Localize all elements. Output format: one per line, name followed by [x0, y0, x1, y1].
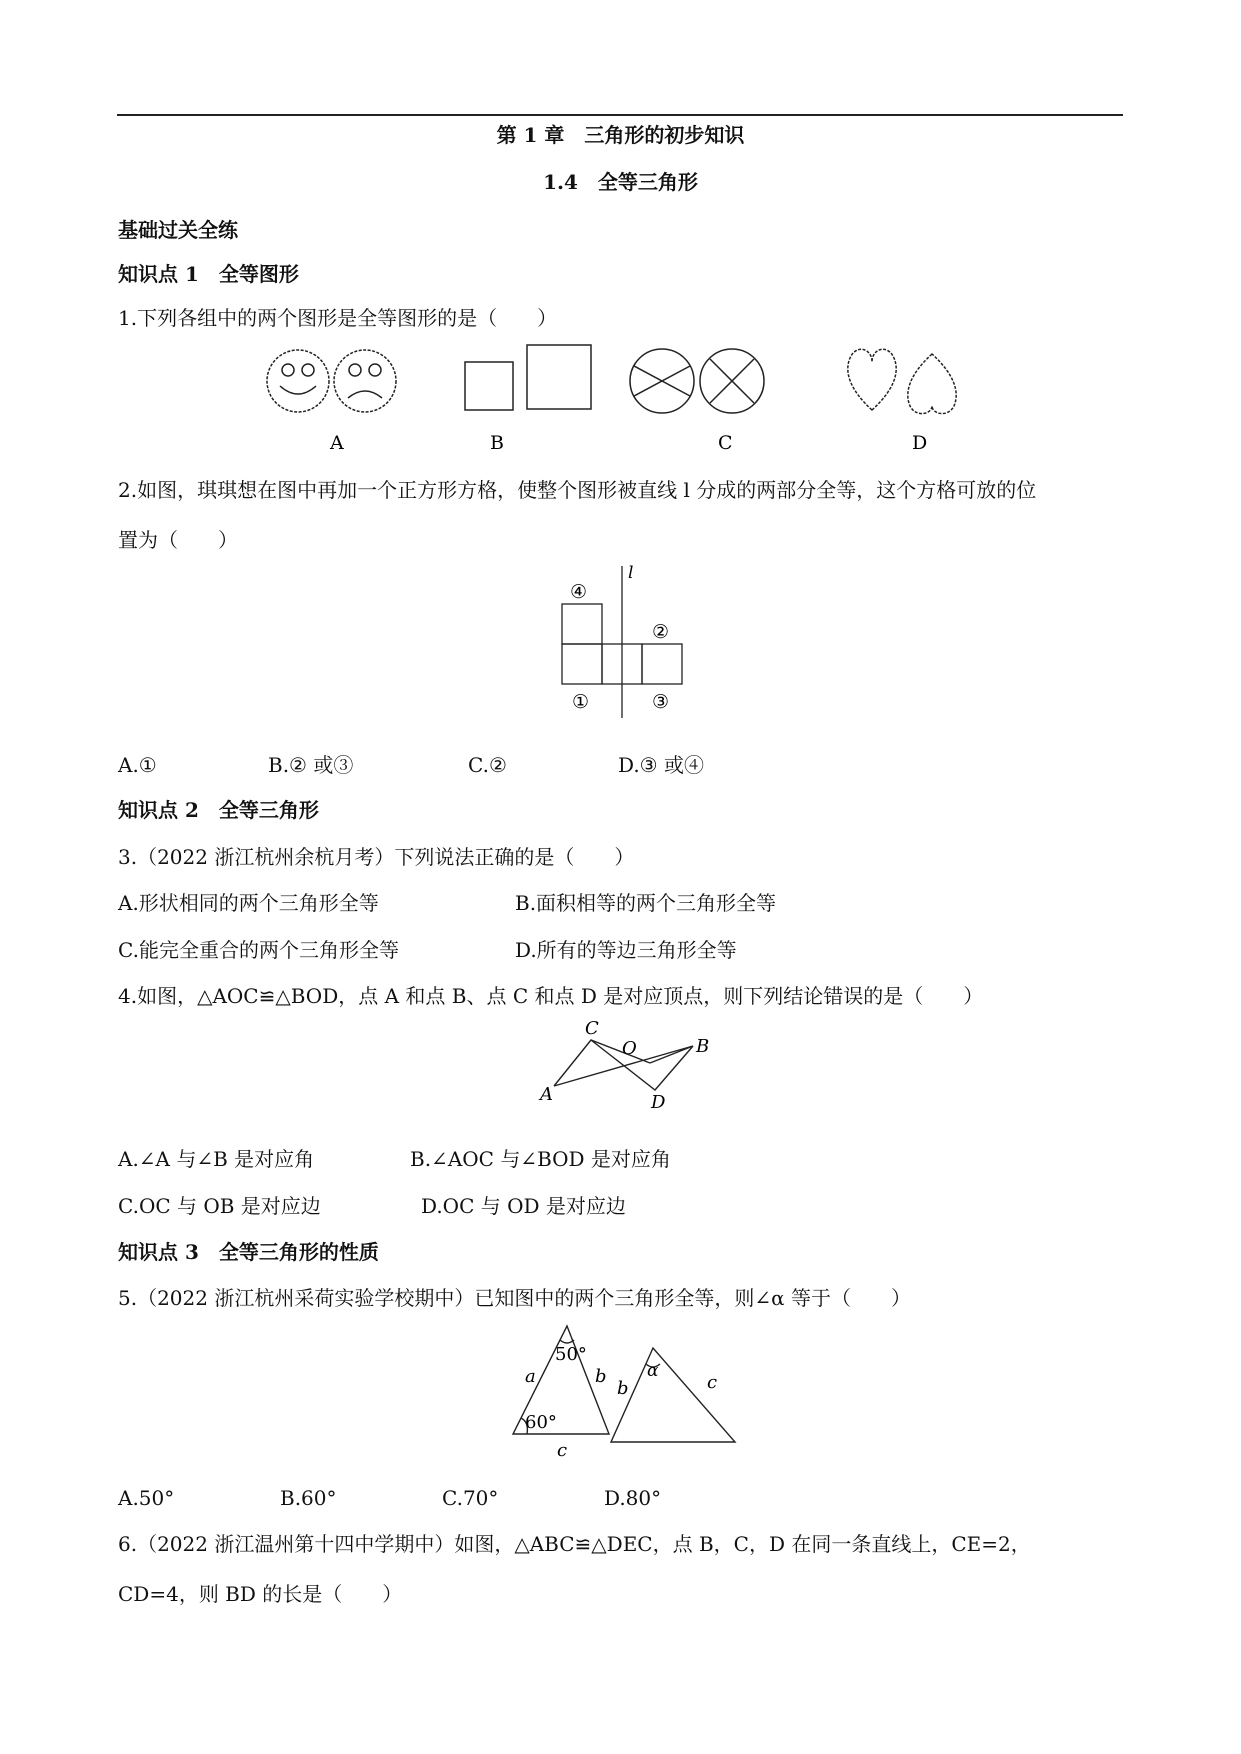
option-c-figures — [630, 349, 764, 413]
q5-option-b: B.60° — [280, 1486, 337, 1510]
q2-stem-line1: 2.如图，琪琪想在图中再加一个正方形方格，使整个图形被直线 l 分成的两部分全等，这个方格可放的位 — [118, 478, 1037, 502]
q3-stem: 3.（2022 浙江杭州余杭月考）下列说法正确的是（ ） — [118, 845, 635, 869]
q1-label-a: A — [330, 432, 344, 454]
q5-alpha: α — [647, 1361, 659, 1381]
position-1-label: ① — [572, 691, 590, 713]
q1-label-c: C — [718, 432, 733, 454]
q6-stem-line2: CD=4，则 BD 的长是（ ） — [118, 1582, 403, 1606]
q5-label-b-right: b — [617, 1378, 629, 1399]
q3-option-c: C.能完全重合的两个三角形全等 — [118, 938, 399, 962]
q5-option-d: D.80° — [604, 1486, 662, 1510]
q1-label-d: D — [912, 432, 928, 454]
q1-stem: 1.下列各组中的两个图形是全等图形的是（ ） — [118, 306, 558, 330]
q4-option-d: D.OC 与 OD 是对应边 — [421, 1194, 626, 1218]
q3-option-a: A.形状相同的两个三角形全等 — [118, 891, 379, 915]
q4-label-d: D — [651, 1092, 666, 1108]
q6-stem-line1: 6.（2022 浙江温州第十四中学期中）如图，△ABC≌△DEC，点 B，C，D 在同一条直线上，CE=2， — [118, 1532, 1031, 1556]
q2-option-b: B.② 或③ — [268, 753, 354, 777]
q5-option-c: C.70° — [442, 1486, 499, 1510]
q3-option-b: B.面积相等的两个三角形全等 — [515, 891, 777, 915]
knowledge-point-3: 知识点 3 全等三角形的性质 — [118, 1240, 379, 1264]
face-details — [280, 364, 382, 398]
q2-figure — [550, 560, 700, 720]
q4-label-a: A — [540, 1084, 553, 1105]
position-3-label: ③ — [652, 691, 670, 713]
q5-angle-60: 60° — [525, 1412, 557, 1433]
q5-label-c-left: c — [557, 1440, 568, 1458]
position-2-label: ② — [652, 621, 670, 643]
q2-option-c: C.② — [468, 753, 507, 777]
right-triangle — [611, 1348, 735, 1442]
part-title: 基础过关全练 — [118, 218, 238, 242]
q5-label-b-left: b — [595, 1366, 607, 1387]
q5-label-c-right: c — [707, 1372, 718, 1393]
q2-option-a: A.① — [118, 753, 157, 777]
q4-label-o: O — [622, 1038, 637, 1059]
q5-option-a: A.50° — [118, 1486, 175, 1510]
q3-option-d: D.所有的等边三角形全等 — [515, 938, 737, 962]
q4-option-c: C.OC 与 OB 是对应边 — [118, 1194, 321, 1218]
q4-option-a: A.∠A 与∠B 是对应角 — [118, 1147, 315, 1171]
q4-option-b: B.∠AOC 与∠BOD 是对应角 — [410, 1147, 671, 1171]
knowledge-point-2: 知识点 2 全等三角形 — [118, 798, 319, 822]
q4-label-b: B — [696, 1036, 710, 1057]
q5-angle-50: 50° — [555, 1344, 587, 1365]
q1-figure — [260, 340, 1000, 460]
position-4-label: ④ — [570, 581, 588, 603]
q5-figure — [505, 1318, 745, 1458]
option-a-figures — [267, 350, 396, 412]
q5-label-a: a — [525, 1366, 536, 1387]
option-b-figures — [465, 345, 591, 410]
q2-option-d: D.③ 或④ — [618, 753, 704, 777]
header-rule — [117, 114, 1123, 116]
q1-label-b: B — [490, 432, 504, 454]
q5-stem: 5.（2022 浙江杭州采荷实验学校期中）已知图中的两个三角形全等，则∠α 等于（ ） — [118, 1286, 911, 1310]
q4-figure — [530, 1018, 730, 1108]
knowledge-point-1: 知识点 1 全等图形 — [118, 262, 299, 286]
line-l-label: l — [628, 563, 634, 583]
q4-label-c: C — [585, 1018, 599, 1039]
option-d-figures — [848, 349, 956, 413]
section-title: 1.4 全等三角形 — [543, 170, 698, 194]
q4-stem: 4.如图，△AOC≌△BOD，点 A 和点 B、点 C 和点 D 是对应顶点，则下列结论错误的是（ ） — [118, 984, 984, 1008]
q2-stem-line2: 置为（ ） — [118, 528, 238, 552]
chapter-title: 第 1 章 三角形的初步知识 — [496, 123, 745, 147]
